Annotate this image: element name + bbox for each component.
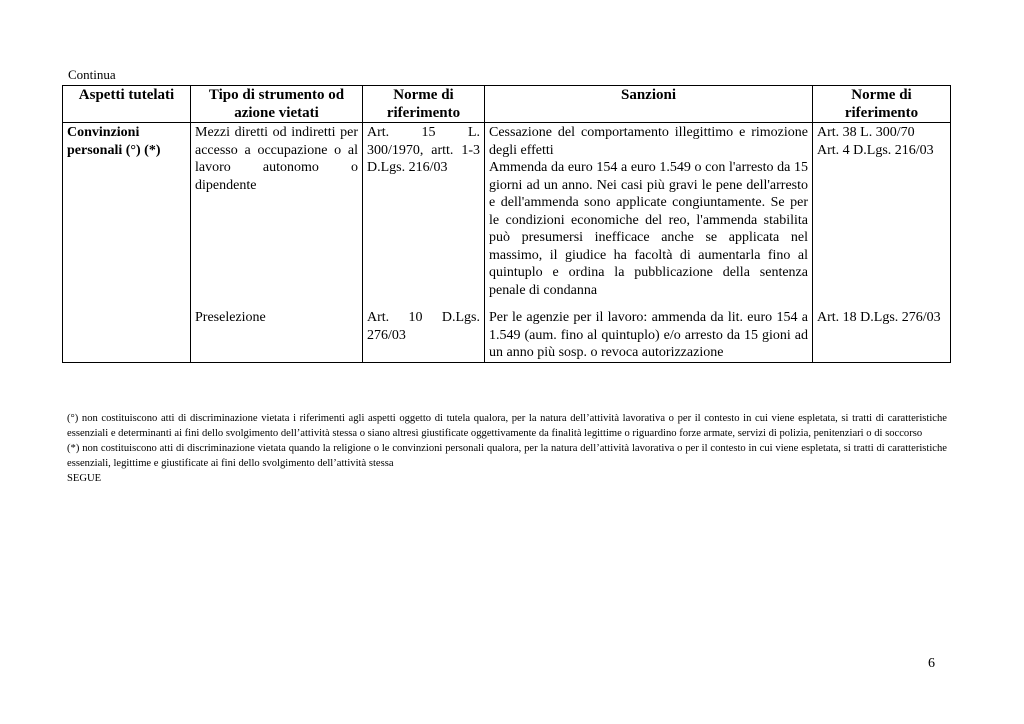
table-row [63,123,951,300]
cell-sanction-norms [813,299,951,362]
sanction-text: Ammenda da euro 154 a euro 1.549 o con l'arresto da 15 giorni ad un anno. Nei casi più gravi le pene dell'arresto e dell'ammenda sono applicate congiuntamente. Se per le condizioni economiche del reo, l'ammenda stabilita può presumersi inefficace anche se applicata nel massimo, il giudice ha facoltà di aumentarla fino al quintuplo e ordina la pubblicazione della sentenza penale di condanna [489,160,808,298]
header-sanction-norms: Norme di riferimento [813,86,951,123]
discrimination-table [62,85,951,363]
continua-label: Continua [68,67,116,82]
segue-label: SEGUE [67,473,102,484]
sanction-norm: Art. 4 D.Lgs. 216/03 [817,142,934,158]
header-reference-norms: Norme di riferimento [363,86,485,123]
header-tool-type: Tipo di strumento od azione vietati [191,86,363,123]
sanction-text: Cessazione del comportamento illegittimo e rimozione degli effetti [489,125,808,158]
cell-sanctions [485,123,813,300]
header-sanctions: Sanzioni [485,86,813,123]
header-aspects: Aspetti tutelati [63,86,191,123]
table-header-row [63,86,951,123]
cell-sanctions [485,299,813,362]
sanction-norm: Art. 18 D.Lgs. 276/03 [817,310,941,325]
cell-aspect: Convinzioni personali (°) (*) [63,123,191,300]
footnotes [67,411,947,486]
sanction-text: Per le agenzie per il lavoro: ammenda da lit. euro 154 a 1.549 (aum. fino al quintuplo) e/o arresto da 15 gioni ad un anno più sosp. o revoca autorizzazione [489,310,808,360]
cell-tool: Preselezione [191,299,363,362]
cell-aspect [63,299,191,362]
cell-norms: Art. 15 L. 300/1970, artt. 1-3 D.Lgs. 216/03 [363,123,485,300]
cell-norms: Art. 10 D.Lgs. 276/03 [363,299,485,362]
sanction-norm: Art. 38 L. 300/70 [817,125,915,140]
footnote-asterisk: (*) non costituiscono atti di discriminazione vietata quando la religione o le convinzioni personali qualora, per la natura dell’attività lavorativa o per il contesto in cui viene espletata, si tratti di caratteristiche essenziali, legittime e giustificate ai fini dello svolgimento dell’attività stessa [67,443,947,469]
cell-tool: Mezzi diretti od indiretti per accesso a occupazione o al lavoro autonomo o dipendente [191,123,363,300]
page-number: 6 [928,656,935,671]
cell-sanction-norms [813,123,951,300]
table-row [63,299,951,362]
footnote-degree: (°) non costituiscono atti di discriminazione vietata i riferimenti agli aspetti oggetto di tutela qualora, per la natura dell’attività lavorativa o per il contesto in cui viene espletata, si tratti di caratteristiche essenziali e determinanti ai fini dello svolgimento dell’attività stessa o siano altresì giustificate oggettivamente da finalità legittime o riguardino forze armate, servizi di polizia, penitenziari o di soccorso [67,413,947,439]
